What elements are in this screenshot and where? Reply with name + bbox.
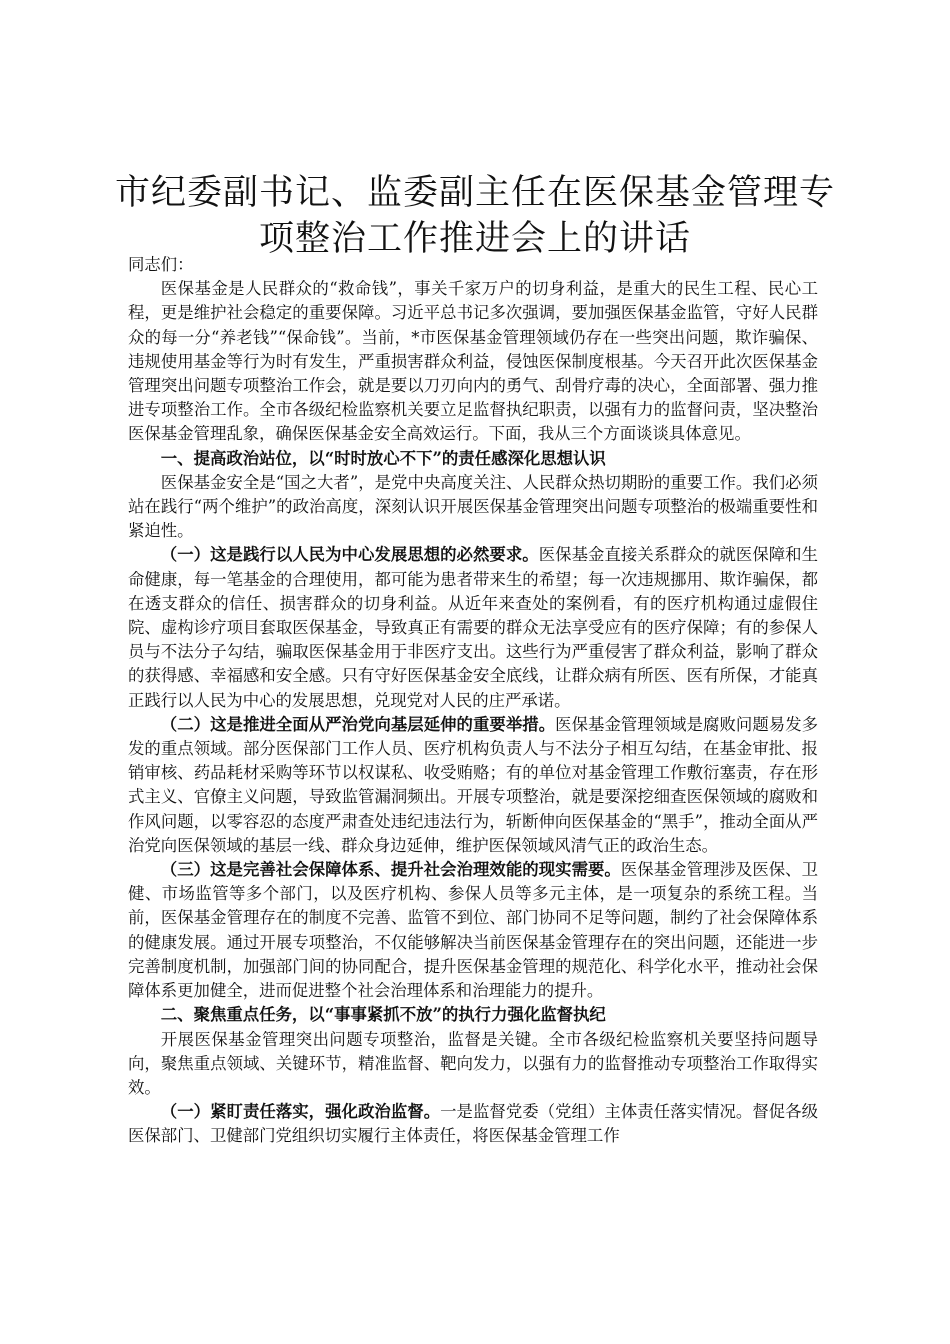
paragraph-1-2-text: 医保基金管理领域是腐败问题易发多发的重点领域。部分医保部门工作人员、医疗机构负责人与不法分子相互勾结，在基金审批、报销审核、药品耗材采购等环节以权谋私、收受贿赂；有的单位对基金管理工作敷衍塞责，存在形式主义、官僚主义问题，导致监管漏洞频出。开展专项整治，就是要深挖细查医保领域的腐败和作风问题，以零容忍的态度严肃查处违纪违法行为，斩断伸向医保基金的“黑手”，推动全面从严治党向医保领域的基层一线、群众身边延伸，维护医保领域风清气正的政治生态。 xyxy=(128,714,819,855)
section-heading-1: 一、提高政治站位，以“时时放心不下”的责任感深化思想认识 xyxy=(160,448,606,468)
title-line-1: 市纪委副书记、监委副主任在医保基金管理专 xyxy=(114,173,835,213)
paragraph-section-2-intro: 开展医保基金管理突出问题专项整治，监督是关键。全市各级纪检监察机关要坚持问题导向，聚焦重点领域、关键环节，精准监督、靶向发力，以强有力的监督推动专项整治工作取得实效。 xyxy=(128,1029,818,1097)
paragraph-2-1-text: 一是监督党委（党组）主体责任落实情况。督促各级医保部门、卫健部门党组织切实履行主体责任，将医保基金管理工作 xyxy=(128,1102,818,1146)
document-title xyxy=(100,170,850,262)
subheading-1-1: （一）这是践行以人民为中心发展思想的必然要求。 xyxy=(160,545,539,565)
paragraph-1-1 xyxy=(128,543,818,712)
paragraph-1-1-text: 医保基金直接关系群众的就医保障和生命健康，每一笔基金的合理使用，都可能为患者带来生的希望；每一次违规挪用、欺诈骗保，都在透支群众的信任、损害群众的切身利益。从近年来查处的案例看，有的医疗机构通过虚假住院、虚构诊疗项目套取医保基金，导致真正有需要的群众无法享受应有的医疗保障；有的参保人员与不法分子勾结，骗取医保基金用于非医疗支出。这些行为严重侵害了群众利益，影响了群众的获得感、幸福感和安全感。只有守好医保基金安全底线，让群众病有所医、医有所保，才能真正践行以人民为中心的发展思想，兑现党对人民的庄严承诺。 xyxy=(128,545,819,710)
paragraph-1-3 xyxy=(128,858,818,1003)
paragraph-1-2 xyxy=(128,713,818,858)
paragraph-1-3-text: 医保基金管理涉及医保、卫健、市场监管等多个部门，以及医疗机构、参保人员等多元主体，是一项复杂的系统工程。当前，医保基金管理存在的制度不完善、监管不到位、部门协同不足等问题，制约了社会保障体系的健康发展。通过开展专项整治，不仅能够解决当前医保基金管理存在的突出问题，还能进一步完善制度机制，加强部门间的协同配合，提升医保基金管理的规范化、科学化水平，推动社会保障体系更加健全，进而促进整个社会治理体系和治理能力的提升。 xyxy=(128,860,819,1001)
subheading-1-2: （二）这是推进全面从严治党向基层延伸的重要举措。 xyxy=(160,714,556,734)
subheading-2-1: （一）紧盯责任落实，强化政治监督。 xyxy=(160,1102,441,1122)
section-heading-2: 二、聚焦重点任务，以“事事紧抓不放”的执行力强化监督执纪 xyxy=(160,1005,606,1025)
subheading-1-3: （三）这是完善社会保障体系、提升社会治理效能的现实需要。 xyxy=(160,860,621,880)
paragraph-intro: 医保基金是人民群众的“救命钱”，事关千家万户的切身利益，是重大的民生工程、民心工程，更是维护社会稳定的重要保障。习近平总书记多次强调，要加强医保基金监管，守好人民群众的每一分“养老钱”“保命钱”。当前，*市医保基金管理领域仍存在一些突出问题，欺诈骗保、违规使用基金等行为时有发生，严重损害群众利益，侵蚀医保制度根基。今天召开此次医保基金管理突出问题专项整治工作会，就是要以刀刃向内的勇气、刮骨疗毒的决心，全面部署、强力推进专项整治工作。全市各级纪检监察机关要立足监督执纪职责，以强有力的监督问责，坚决整治医保基金管理乱象，确保医保基金安全高效运行。下面，我从三个方面谈谈具体意见。 xyxy=(128,279,818,444)
document-body xyxy=(128,253,818,1149)
title-line-2: 项整治工作推进会上的讲话 xyxy=(258,219,691,259)
salutation: 同志们： xyxy=(128,255,194,274)
paragraph-2-1 xyxy=(128,1100,818,1148)
paragraph-section-1-intro: 医保基金安全是“国之大者”，是党中央高度关注、人民群众热切期盼的重要工作。我们必须站在践行“两个维护”的政治高度，深刻认识开展医保基金管理突出问题专项整治的极端重要性和紧迫性。 xyxy=(128,472,818,541)
